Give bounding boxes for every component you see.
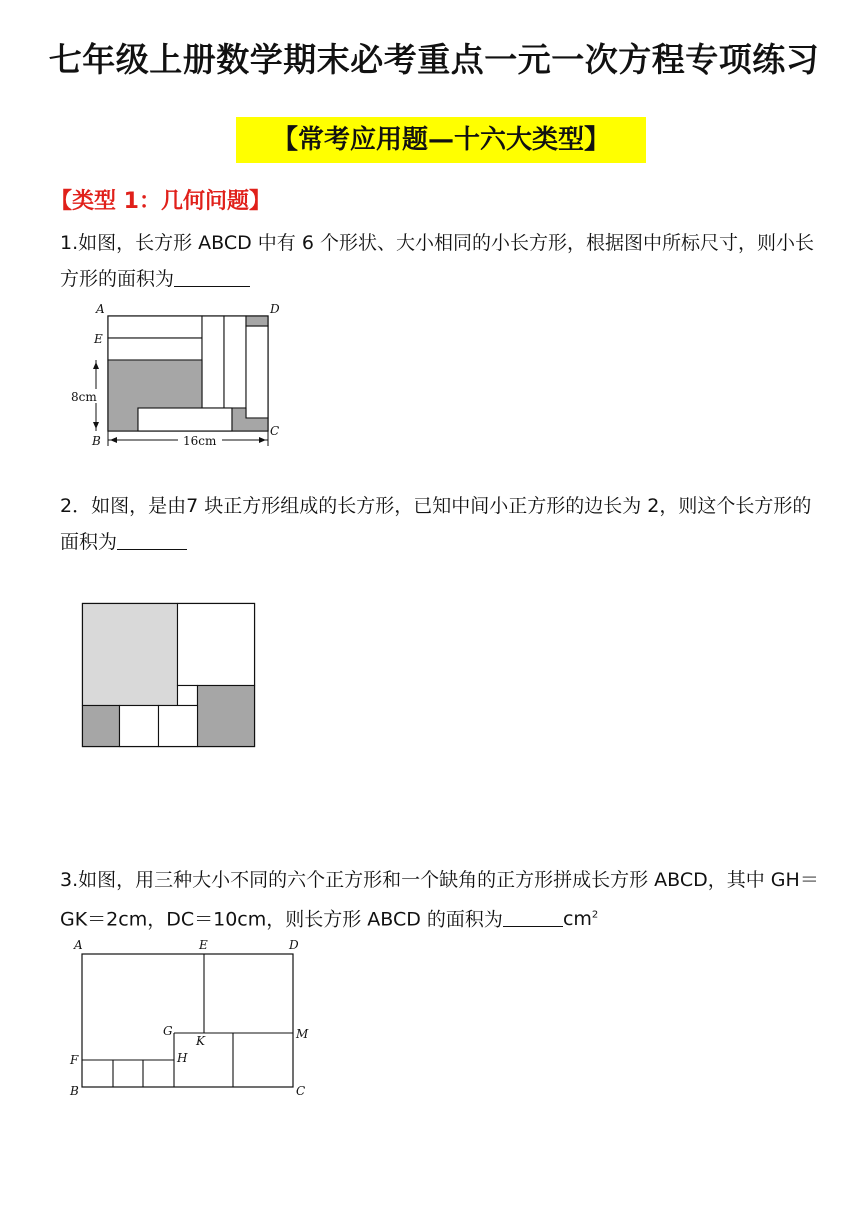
unit-text: cm bbox=[562, 908, 592, 931]
unit-label bbox=[563, 908, 598, 930]
figure-2 bbox=[82, 603, 256, 749]
fig1-label-A: A bbox=[96, 302, 105, 316]
fig1-label-B: B bbox=[92, 434, 101, 448]
fig3-label-A: A bbox=[74, 938, 83, 952]
subtitle-banner: 【常考应用题—十六大类型】 bbox=[236, 117, 646, 163]
figure-1 bbox=[70, 298, 300, 458]
fig1-arrow-left bbox=[110, 437, 117, 443]
answer-blank-3 bbox=[503, 904, 563, 927]
fig3-label-G: G bbox=[163, 1024, 173, 1038]
section-heading: 【类型 1：几何问题】 bbox=[50, 189, 271, 214]
fig1-rect-top bbox=[108, 316, 202, 338]
figure-3 bbox=[62, 937, 322, 1102]
fig3-label-H: H bbox=[177, 1051, 188, 1065]
question-2-text: 2．如图，是由7 块正方形组成的长方形，已知中间小正方形的边长为 2，则这个长方形的面积为 bbox=[60, 495, 812, 553]
question-2 bbox=[60, 488, 820, 560]
fig1-label-C: C bbox=[270, 424, 280, 438]
fig2-square-top-right bbox=[178, 604, 255, 686]
fig1-arrow-down bbox=[93, 422, 99, 429]
fig3-label-K: K bbox=[196, 1034, 205, 1048]
fig2-square-bottom-2 bbox=[120, 706, 159, 747]
fig1-gray-corner-top bbox=[246, 316, 268, 326]
fig3-label-D: D bbox=[289, 938, 299, 952]
fig2-square-large bbox=[83, 604, 178, 706]
fig3-label-M: M bbox=[296, 1027, 309, 1041]
question-3-text: 3.如图，用三种大小不同的六个正方形和一个缺角的正方形拼成长方形 ABCD，其中 GH＝GK＝2cm，DC＝10cm，则长方形 ABCD 的面积为 bbox=[60, 869, 819, 931]
fig2-square-center-small bbox=[178, 686, 198, 706]
fig1-rect-second bbox=[108, 338, 202, 360]
question-3 bbox=[60, 862, 820, 937]
unit-superscript: 2 bbox=[591, 910, 599, 921]
fig3-label-B: B bbox=[70, 1084, 79, 1098]
fig3-label-C: C bbox=[296, 1084, 306, 1098]
question-1 bbox=[60, 225, 820, 297]
fig1-arrow-up bbox=[93, 362, 99, 369]
fig1-label-height: 8cm bbox=[71, 390, 97, 404]
fig2-square-bottom-3 bbox=[159, 706, 198, 747]
fig1-label-width: 16cm bbox=[183, 434, 217, 448]
fig1-rect-vert-3 bbox=[246, 326, 268, 418]
fig1-rect-bottom bbox=[138, 408, 232, 431]
fig1-label-D: D bbox=[270, 302, 280, 316]
answer-blank-1 bbox=[174, 264, 250, 287]
fig2-square-bottom-1 bbox=[83, 706, 120, 747]
fig3-outer-rect bbox=[82, 954, 293, 1087]
fig1-rect-vert-2 bbox=[224, 316, 246, 408]
fig1-rect-vert-1 bbox=[202, 316, 224, 408]
fig2-square-bottom-right bbox=[198, 686, 255, 747]
fig3-label-E: E bbox=[199, 938, 208, 952]
fig1-label-E: E bbox=[94, 332, 103, 346]
question-1-text: 1.如图，长方形 ABCD 中有 6 个形状、大小相同的小长方形，根据图中所标尺寸，则小长方形的面积为 bbox=[60, 232, 814, 290]
fig1-arrow-right bbox=[259, 437, 266, 443]
page-title: 七年级上册数学期末必考重点一元一次方程专项练习 bbox=[48, 40, 820, 79]
fig3-label-F: F bbox=[70, 1053, 79, 1067]
answer-blank-2 bbox=[117, 527, 187, 550]
